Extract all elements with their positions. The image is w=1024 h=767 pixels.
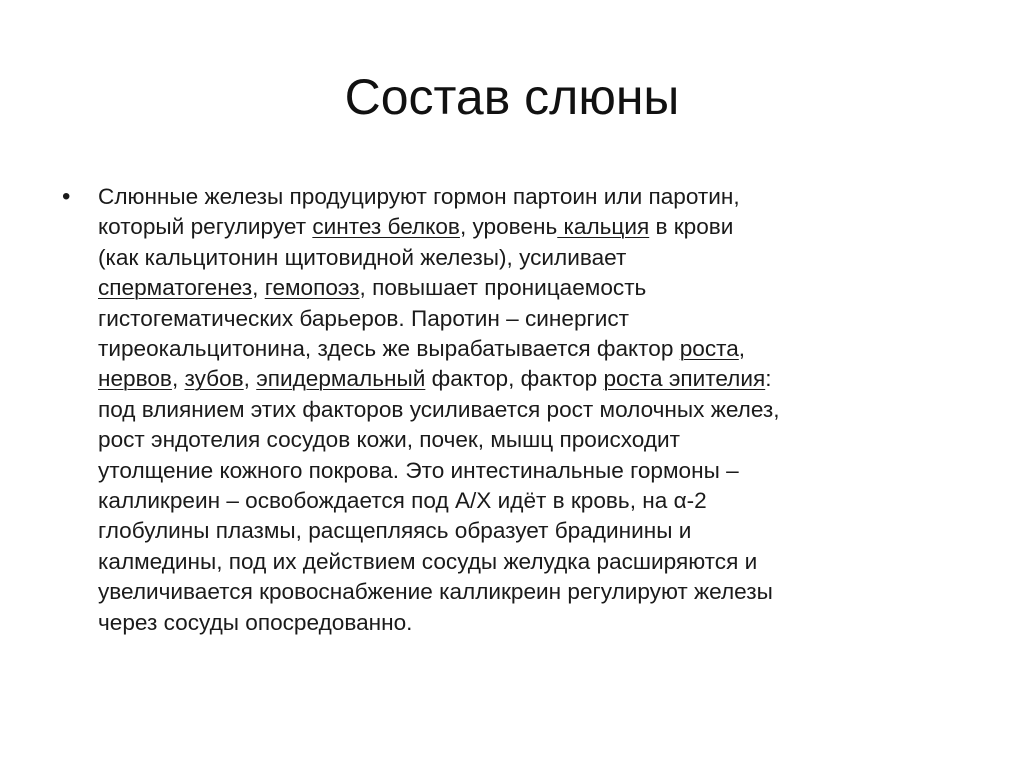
text-line: рост эндотелия сосудов кожи, почек, мышц происходит xyxy=(98,427,681,453)
text-line: тиреокальцитонина, здесь же вырабатывается фактор xyxy=(98,336,680,362)
text-line: увеличивается кровоснабжение калликреин регулируют железы xyxy=(98,579,773,605)
text-line: , xyxy=(243,366,257,392)
link-epidermal[interactable]: эпидермальный xyxy=(256,366,426,392)
text-line: который регулирует xyxy=(98,214,313,240)
text-line: , xyxy=(171,366,185,392)
text-line: в крови xyxy=(649,214,734,240)
text-line: утолщение кожного покрова. Это интестинальные гормоны – xyxy=(98,457,739,483)
slide-title: Состав слюны xyxy=(344,69,680,125)
text-line: глобулины плазмы, расщепляясь образует брадинины и xyxy=(98,518,692,544)
link-protein-synthesis[interactable]: синтез белков xyxy=(312,214,460,240)
text-line: Слюнные железы продуцируют гормон партоин или паротин, xyxy=(98,184,740,209)
text-line: калликреин – освобождается под А/Х идёт в кровь, на α-2 xyxy=(98,488,707,514)
link-hemopoiesis[interactable]: гемопоэз xyxy=(264,275,360,301)
text-line: , повышает проницаемость xyxy=(359,275,647,301)
bullet-paragraph xyxy=(98,182,982,638)
link-nerves[interactable]: нервов xyxy=(98,366,172,392)
link-calcium[interactable]: кальция xyxy=(557,214,650,240)
text-line: фактор, фактор xyxy=(425,366,604,392)
text-line: , xyxy=(738,336,746,362)
list-item xyxy=(62,182,982,638)
text-line: , xyxy=(252,275,265,301)
link-teeth[interactable]: зубов xyxy=(184,366,244,392)
text-line: через сосуды опосредованно. xyxy=(98,609,413,635)
text-line: калмедины, под их действием сосуды желудка расширяются и xyxy=(98,548,758,574)
text-line: под влиянием этих факторов усиливается рост молочных желез, xyxy=(98,396,780,422)
bullet-icon: • xyxy=(62,183,71,210)
bullet-list xyxy=(62,182,982,638)
link-growth[interactable]: роста xyxy=(679,336,739,362)
link-epithelial-growth[interactable]: роста эпителия xyxy=(603,366,766,392)
link-spermatogenesis[interactable]: сперматогенез xyxy=(98,275,253,301)
text-line: гистогематических барьеров. Паротин – синергист xyxy=(98,305,630,331)
text-line: , уровень xyxy=(459,214,558,240)
text-line: : xyxy=(765,366,772,392)
text-line: (как кальцитонин щитовидной железы), усиливает xyxy=(98,244,627,270)
